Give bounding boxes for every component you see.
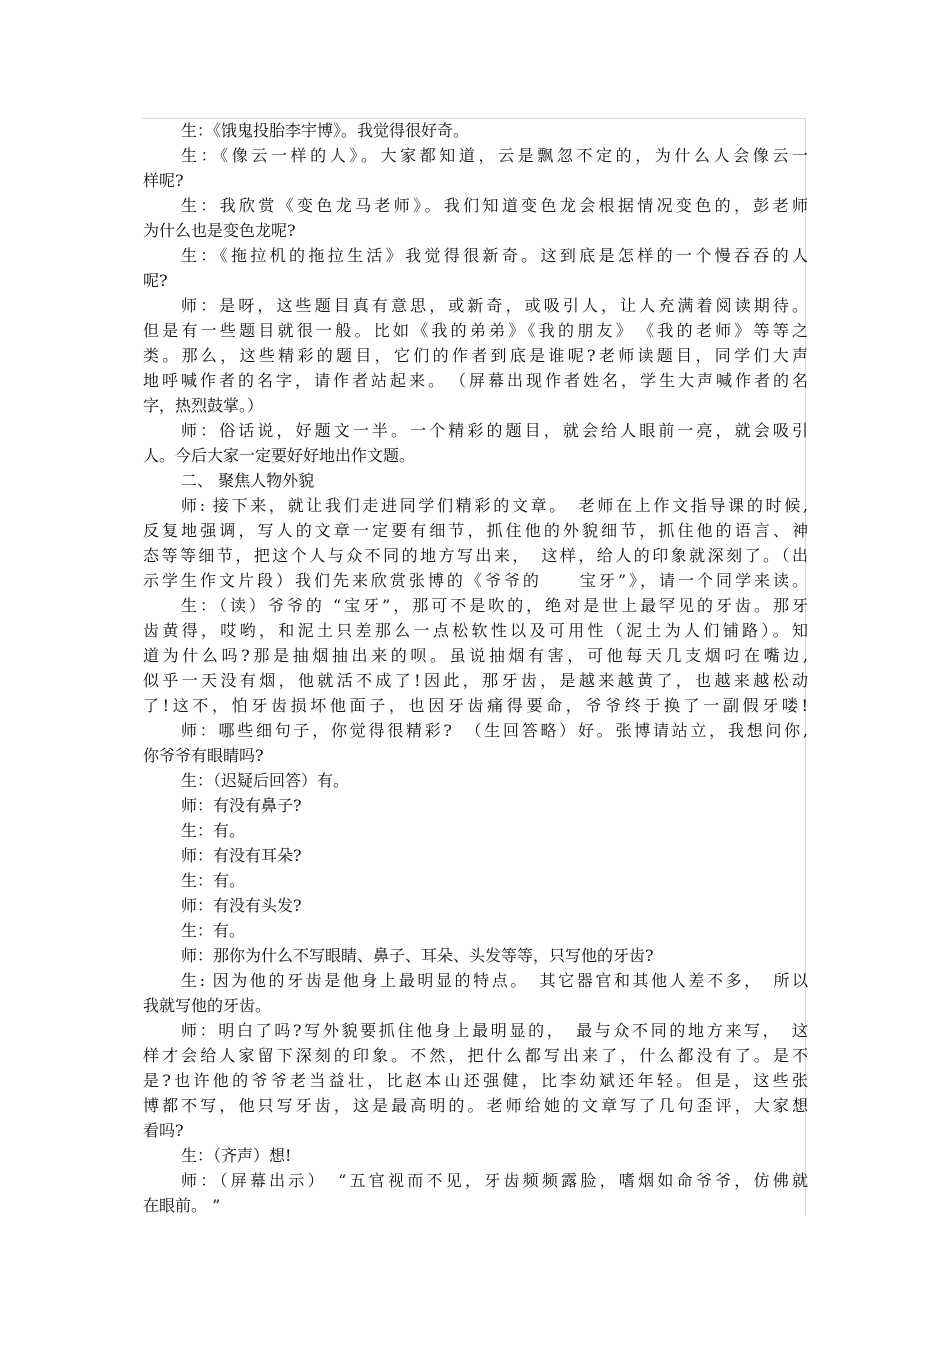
text-line: 态等等细节，把这个人与众不同的地方写出来， 这样，给人的印象就深刻了。（出	[143, 546, 808, 565]
text-line: 师：那你为什么不写眼睛、鼻子、耳朵、头发等等，只写他的牙齿?	[181, 946, 654, 965]
text-line: 人。今后大家一定要好好地出作文题。	[143, 446, 416, 465]
text-line: 师：哪些细句子，你觉得很精彩? （生回答略）好。张博请站立，我想问你,	[181, 721, 808, 740]
text-line: 示学生作文片段）我们先来欣赏张博的《爷爷的 宝牙”》，请一个同学来读。	[143, 571, 808, 590]
text-line: 生：有。	[181, 921, 246, 940]
text-line: 生：《拖拉机的拖拉生活》我觉得很新奇。这到底是怎样的一个慢吞吞的人	[181, 246, 808, 265]
text-line: 似乎一天没有烟，他就活不成了!因此，那牙齿，是越来越黄了，也越来越松动	[143, 671, 808, 690]
text-line: 我就写他的牙齿。	[143, 996, 272, 1015]
text-line: 了!这不，怕牙齿损坏他面子，也因牙齿痛得要命，爷爷终于换了一副假牙喽!	[143, 696, 808, 715]
text-line: 字，热烈鼓掌。）	[143, 396, 264, 415]
text-line: 为什么也是变色龙呢?	[143, 221, 296, 240]
text-line: 师：有没有头发?	[181, 896, 302, 915]
text-line: 在眼前。 ”	[143, 1196, 221, 1215]
text-line: 道为什么吗?那是抽烟抽出来的呗。虽说抽烟有害，可他每天几支烟叼在嘴边,	[143, 646, 808, 665]
text-line: 是?也许他的爷爷老当益壮，比赵本山还强健，比李幼斌还年轻。但是，这些张	[143, 1071, 808, 1090]
text-line: 师：俗话说，好题文一半。一个精彩的题目，就会给人眼前一亮，就会吸引	[181, 421, 808, 440]
text-line: 生：（迟疑后回答）有。	[181, 771, 350, 790]
document-body	[143, 118, 808, 1218]
text-line: 生：有。	[181, 871, 246, 890]
text-line: 但是有一些题目就很一般。比如《我的弟弟》《我的朋友》 《我的老师》等等之	[143, 321, 808, 340]
text-line: 样才会给人家留下深刻的印象。不然，把什么都写出来了，什么都没有了。是不	[143, 1046, 808, 1065]
text-line: 师：是呀，这些题目真有意思，或新奇，或吸引人，让人充满着阅读期待。	[181, 296, 808, 315]
text-line: 齿黄得，哎哟，和泥土只差那么一点松软性以及可用性（泥土为人们铺路）。知	[143, 621, 808, 640]
text-line: 类。那么，这些精彩的题目，它们的作者到底是谁呢?老师读题目，同学们大声	[143, 346, 808, 365]
text-line: 生：（齐声）想!	[181, 1146, 292, 1165]
text-line: 地呼喊作者的名字，请作者站起来。 （屏幕出现作者姓名，学生大声喊作者的名	[143, 371, 808, 390]
text-line: 师：（屏幕出示） “五官视而不见，牙齿频频露脸，嗜烟如命爷爷，仿佛就	[181, 1171, 808, 1190]
text-line: 师: 接下来，就让我们走进同学们精彩的文章。 老师在上作文指导课的时候,	[181, 496, 808, 515]
text-line: 二、 聚焦人物外貌	[181, 471, 315, 490]
text-line: 生：有。	[181, 821, 246, 840]
text-line: 师：有没有耳朵?	[181, 846, 302, 865]
text-line: 生：《像云一样的人》。大家都知道，云是飘忽不定的，为什么人会像云一	[181, 146, 808, 165]
text-line: 生：我欣赏《变色龙马老师》。我们知道变色龙会根据情况变色的，彭老师	[181, 196, 808, 215]
text-line: 看吗?	[143, 1121, 184, 1140]
text-line: 反复地强调，写人的文章一定要有细节，抓住他的外貌细节，抓住他的语言、神	[143, 521, 808, 540]
text-line: 样呢?	[143, 171, 184, 190]
text-line: 呢?	[143, 271, 168, 290]
text-line: 生：《饿鬼投胎李宇博》。我觉得很好奇。	[181, 121, 470, 140]
text-line: 博都不写，他只写牙齿，这是最高明的。老师给她的文章写了几句歪评，大家想	[143, 1096, 808, 1115]
text-line: 生: 因为他的牙齿是他身上最明显的特点。 其它器官和其他人差不多， 所以	[181, 971, 808, 990]
text-line: 生：（读）爷爷的 “宝牙”，那可不是吹的，绝对是世上最罕见的牙齿。那牙	[181, 596, 808, 615]
text-line: 你爷爷有眼睛吗?	[143, 746, 264, 765]
text-line: 师：明白了吗?写外貌要抓住他身上最明显的， 最与众不同的地方来写， 这	[181, 1021, 808, 1040]
text-line: 师：有没有鼻子?	[181, 796, 302, 815]
